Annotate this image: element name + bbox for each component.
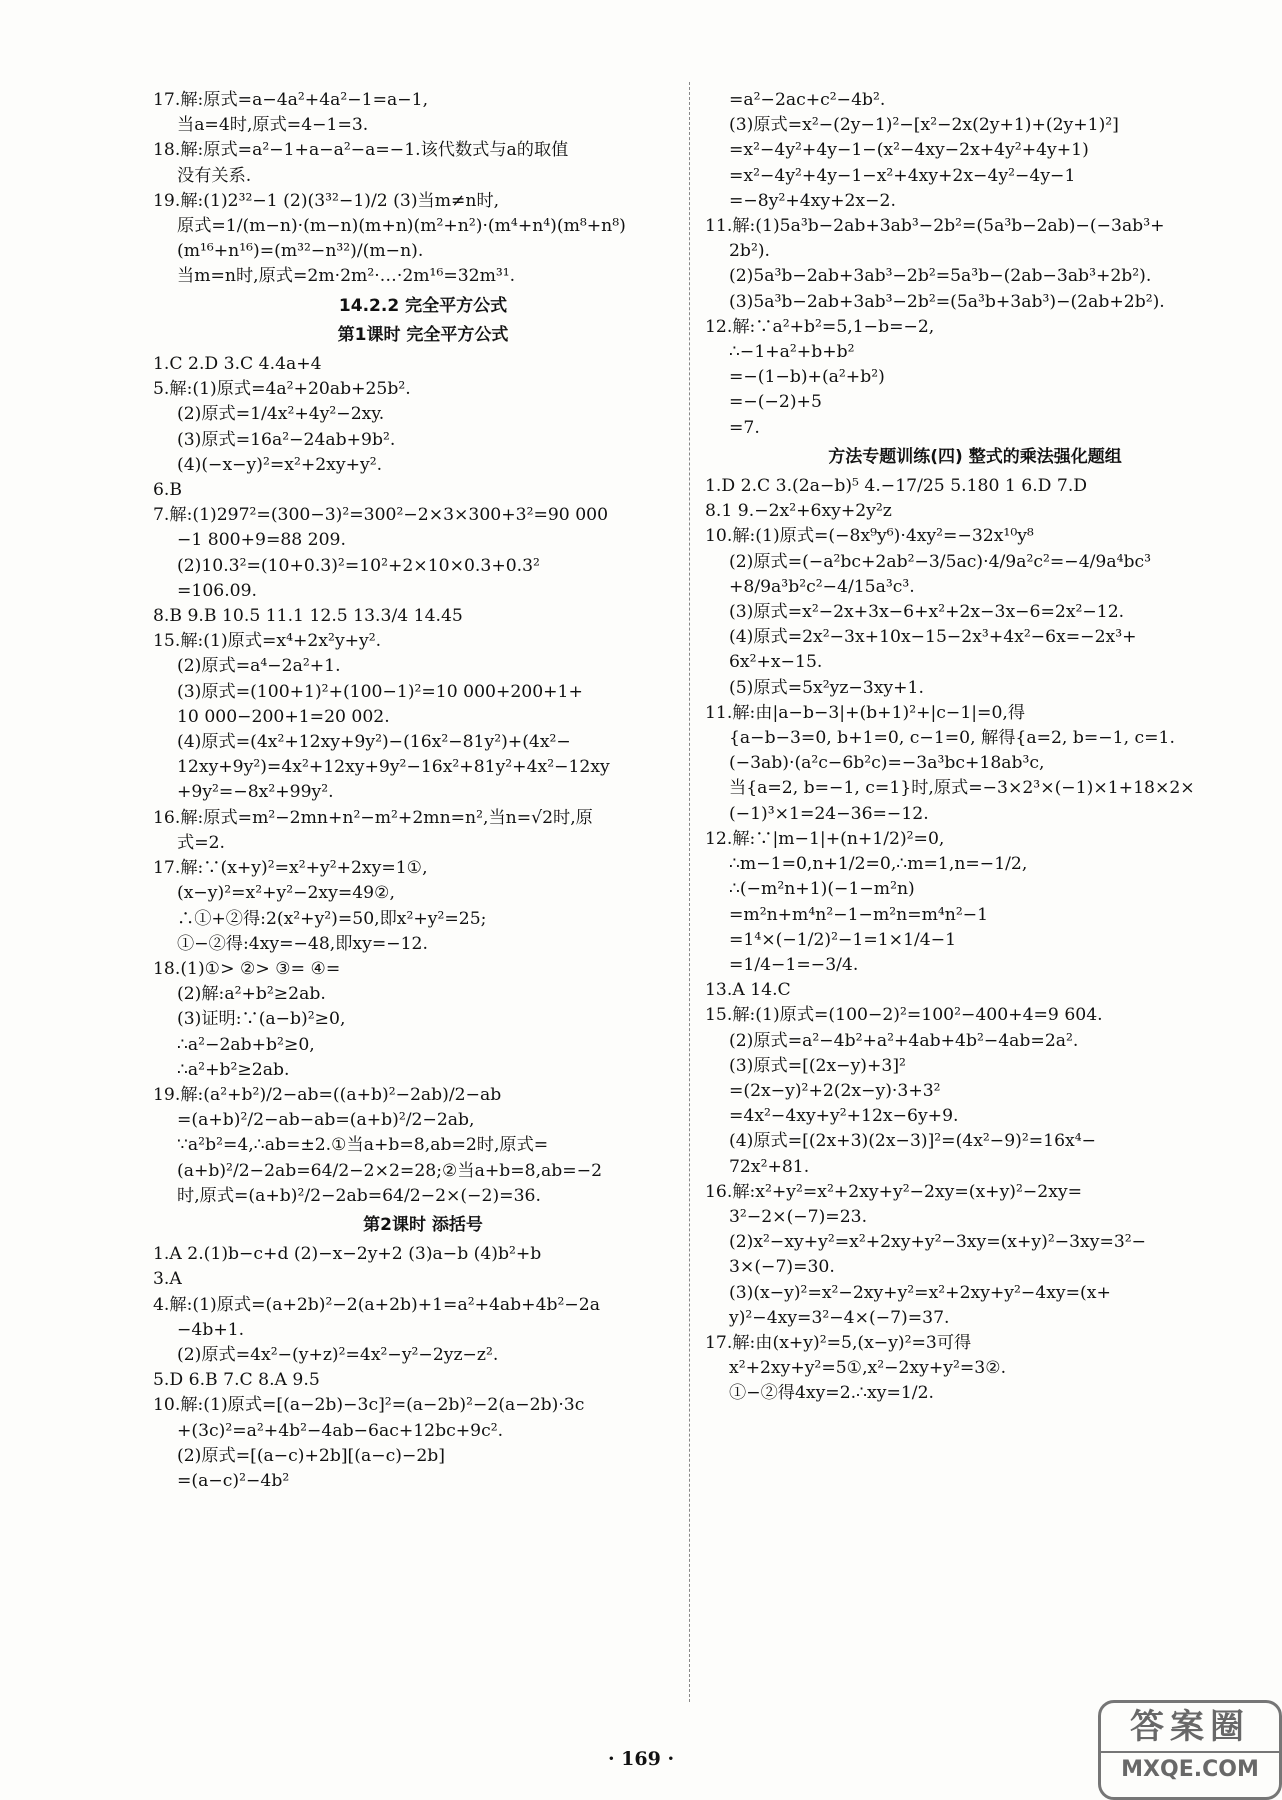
answer-line: 2b²). [729,241,770,262]
answer-line: (3)原式=x²−(2y−1)²−[x²−2x(2y+1)+(2y+1)²] [729,115,1119,136]
answer-line: (3)原式=(100+1)²+(100−1)²=10 000+200+1+ [177,681,583,702]
answer-line: =a²−2ac+c²−4b². [729,90,886,110]
answer-line: (a+b)²/2−2ab=64/2−2×2=28;②当a+b=8,ab=−2 [177,1160,603,1181]
answer-line: (3)(x−y)²=x²−2xy+y²=x²+2xy+y²−4xy=(x+ [729,1282,1111,1303]
answer-line: (2)原式=1/4x²+4y²−2xy. [177,404,385,425]
answer-line: (2)原式=4x²−(y+z)²=4x²−y²−2yz−z². [177,1344,499,1365]
answer-line: 1.C 2.D 3.C 4.4a+4 [153,354,322,375]
answer-line: ∴(−m²n+1)(−1−m²n) [729,879,915,900]
answer-line: (3)原式=x²−2x+3x−6+x²+2x−3x−6=2x²−12. [729,602,1125,623]
answer-line: 15.解:(1)原式=(100−2)²=100²−400+4=9 604. [705,1005,1103,1026]
answer-line: =(2x−y)²+2(2x−y)·3+3² [729,1080,941,1101]
answer-line: 19.解:(a²+b²)/2−ab=((a+b)²−2ab)/2−ab [153,1084,502,1105]
answer-line: 6.B [153,480,183,501]
answer-line: =106.09. [177,580,258,601]
answer-line: −1 800+9=88 209. [177,530,346,551]
answer-line: 4.解:(1)原式=(a+2b)²−2(a+2b)+1=a²+4ab+4b²−2a [153,1294,600,1315]
answer-line: (2)原式=a²−4b²+a²+4ab+4b²−4ab=2a². [729,1030,1079,1051]
answer-line: 12.解:∵a²+b²=5,1−b=−2, [705,316,935,337]
answer-line: 19.解:(1)2³²−1 (2)(3³²−1)/2 (3)当m≠n时, [153,190,500,211]
answer-line: (3)5a³b−2ab+3ab³−2b²=(5a³b+3ab³)−(2ab+2b²). [729,291,1165,312]
answer-line: =(a+b)²/2−ab−ab=(a+b)²/2−2ab, [177,1110,475,1131]
answer-line: 3²−2×(−7)=23. [729,1206,868,1227]
answer-line: 式=2. [177,832,225,853]
answer-line: 8.B 9.B 10.5 11.1 12.5 13.3/4 14.45 [153,606,463,627]
answer-line: (5)原式=5x²yz−3xy+1. [729,677,924,698]
answer-line: ①−②得:4xy=−48,即xy=−12. [177,933,428,954]
answer-line: x²+2xy+y²=5①,x²−2xy+y²=3②. [729,1358,1007,1379]
answer-line: ∴m−1=0,n+1/2=0,∴m=1,n=−1/2, [729,854,1028,875]
answer-line: (3)原式=16a²−24ab+9b². [177,429,396,450]
answer-line: 10.解:(1)原式=[(a−2b)−3c]²=(a−2b)²−2(a−2b)·3c [153,1395,585,1416]
answer-line: 1.D 2.C 3.(2a−b)⁵ 4.−17/25 5.180 1 6.D 7.D [705,476,1088,497]
section-heading: 方法专题训练(四) 整式的乘法强化题组 [828,446,1122,467]
answer-line: (2)原式=[(a−c)+2b][(a−c)−2b] [177,1445,445,1466]
answer-line: (2)原式=(−a²bc+2ab²−3/5ac)·4/9a²c²=−4/9a⁴bc³ [729,551,1152,572]
answer-line: (x−y)²=x²+y²−2xy=49②, [177,883,395,904]
answer-line: 3×(−7)=30. [729,1257,835,1278]
answer-line: (2)10.3²=(10+0.3)²=10²+2×10×0.3+0.3² [177,555,540,576]
answer-line: =1/4−1=−3/4. [729,954,859,975]
answer-line: 当{a=2, b=−1, c=1}时,原式=−3×2³×(−1)×1+18×2× [729,778,1195,799]
answer-line: 18.解:原式=a²−1+a−a²−a=−1.该代数式与a的取值 [153,140,569,161]
answer-line: (2)5a³b−2ab+3ab³−2b²=5a³b−(2ab−3ab³+2b²). [729,266,1152,287]
answer-line: ∵a²b²=4,∴ab=±2.①当a+b=8,ab=2时,原式= [177,1135,549,1156]
answer-line: 11.解:由|a−b−3|+(b+1)²+|c−1|=0,得 [705,702,1026,723]
answer-line: 10.解:(1)原式=(−8x⁹y⁶)·4xy²=−32x¹⁰y⁸ [705,526,1034,547]
answer-line: 12xy+9y²)=4x²+12xy+9y²−16x²+81y²+4x²−12xy [177,757,610,778]
answer-line: =x²−4y²+4y−1−x²+4xy+2x−4y²−4y−1 [729,165,1076,186]
answer-line: 17.解:∵(x+y)²=x²+y²+2xy=1①, [153,858,428,879]
answer-line: 16.解:x²+y²=x²+2xy+y²−2xy=(x+y)²−2xy= [705,1181,1083,1202]
column-divider [689,82,690,1702]
answer-line: 原式=1/(m−n)·(m−n)(m+n)(m²+n²)·(m⁴+n⁴)(m⁸+n⁸) [177,216,626,237]
answer-line: =(a−c)²−4b² [177,1470,290,1491]
answer-line: 10 000−200+1=20 002. [177,706,390,727]
answer-line: =4x²−4xy+y²+12x−6y+9. [729,1106,959,1127]
answer-line: 6x²+x−15. [729,652,823,673]
answer-line: =m²n+m⁴n²−1−m²n=m⁴n²−1 [729,904,989,925]
answer-line: +8/9a³b²c²−4/15a³c³. [729,576,915,597]
answer-line: 8.1 9.−2x²+6xy+2y²z [705,501,892,522]
answer-line: ∴①+②得:2(x²+y²)=50,即x²+y²=25; [177,908,487,929]
answer-line: (−1)³×1=24−36=−12. [729,803,929,824]
answer-line: (m¹⁶+n¹⁶)=(m³²−n³²)/(m−n). [177,241,424,262]
answer-line: (4)原式=[(2x+3)(2x−3)]²=(4x²−9)²=16x⁴− [729,1131,1096,1152]
section-heading: 14.2.2 完全平方公式 [338,295,508,316]
section-heading: 第1课时 完全平方公式 [337,324,509,345]
answer-line: =−(−2)+5 [729,392,822,413]
answer-line: (2)原式=a⁴−2a²+1. [177,656,341,677]
answer-line: 1.A 2.(1)b−c+d (2)−x−2y+2 (3)a−b (4)b²+b [153,1244,542,1265]
answer-line: 15.解:(1)原式=x⁴+2x²y+y². [153,631,382,652]
answer-line: =−(1−b)+(a²+b²) [729,367,885,388]
section-heading: 第2课时 添括号 [363,1214,483,1235]
answer-line: (3)原式=[(2x−y)+3]² [729,1055,906,1076]
answer-line: 16.解:原式=m²−2mn+n²−m²+2mn=n²,当n=√2时,原 [153,807,593,828]
answer-line: 17.解:原式=a−4a²+4a²−1=a−1, [153,90,429,110]
answer-line: (2)x²−xy+y²=x²+2xy+y²−3xy=(x+y)²−3xy=3²− [729,1232,1147,1253]
answer-line: (4)(−x−y)²=x²+2xy+y². [177,454,383,475]
answer-line: ∴a²−2ab+b²≥0, [177,1034,315,1055]
answer-line: ①−②得4xy=2.∴xy=1/2. [729,1383,934,1404]
page-number: · 169 · [607,1748,675,1770]
answer-line: =−8y²+4xy+2x−2. [729,190,896,211]
answer-line: 时,原式=(a+b)²/2−2ab=64/2−2×(−2)=36. [177,1185,541,1206]
answer-line: 没有关系. [177,165,252,186]
answer-line: 当m=n时,原式=2m·2m²·…·2m¹⁶=32m³¹. [177,266,516,287]
left-column [153,88,693,1494]
answer-line: ∴a²+b²≥2ab. [177,1059,290,1080]
answer-line: +9y²=−8x²+99y². [177,782,334,803]
answer-line: 5.解:(1)原式=4a²+20ab+25b². [153,379,411,400]
answer-line: (4)原式=(4x²+12xy+9y²)−(16x²−81y²)+(4x²− [177,732,571,753]
site-watermark-logo [1098,1700,1282,1800]
answer-line: 18.(1)①> ②> ③= ④= [153,958,341,979]
right-column [705,88,1245,1407]
answer-line: 5.D 6.B 7.C 8.A 9.5 [153,1370,320,1391]
answer-line: =x²−4y²+4y−1−(x²−4xy−2x+4y²+4y+1) [729,140,1089,161]
answer-line: y)²−4xy=3²−4×(−7)=37. [729,1307,950,1328]
answer-line: 72x²+81. [729,1156,810,1177]
answer-line: +(3c)²=a²+4b²−4ab−6ac+12bc+9c². [177,1420,504,1441]
answer-line: (2)解:a²+b²≥2ab. [177,984,326,1005]
answer-line: {a−b−3=0, b+1=0, c−1=0, 解得{a=2, b=−1, c=1. [729,728,1175,749]
answer-line: (3)证明:∵(a−b)²≥0, [177,1009,346,1030]
answer-line: =7. [729,417,760,438]
answer-line: −4b+1. [177,1319,245,1340]
watermark-title: 答案圈 [1130,1707,1250,1747]
answer-line: =1⁴×(−1/2)²−1=1×1/4−1 [729,929,957,950]
answer-line: 17.解:由(x+y)²=5,(x−y)²=3可得 [705,1332,972,1353]
answer-line: 7.解:(1)297²=(300−3)²=300²−2×3×300+3²=90 000 [153,505,609,526]
answer-line: 12.解:∵|m−1|+(n+1/2)²=0, [705,828,945,849]
watermark-url: MXQE.COM [1101,1751,1279,1787]
answer-line: (−3ab)·(a²c−6b²c)=−3a³bc+18ab³c, [729,753,1045,774]
answer-line: 当a=4时,原式=4−1=3. [177,115,369,136]
answer-line: 13.A 14.C [705,980,791,1001]
answer-line: 3.A [153,1269,182,1290]
answer-line: ∴−1+a²+b+b² [729,342,855,363]
answer-line: (4)原式=2x²−3x+10x−15−2x³+4x²−6x=−2x³+ [729,627,1137,648]
answer-line: 11.解:(1)5a³b−2ab+3ab³−2b²=(5a³b−2ab)−(−3ab³+ [705,216,1165,237]
